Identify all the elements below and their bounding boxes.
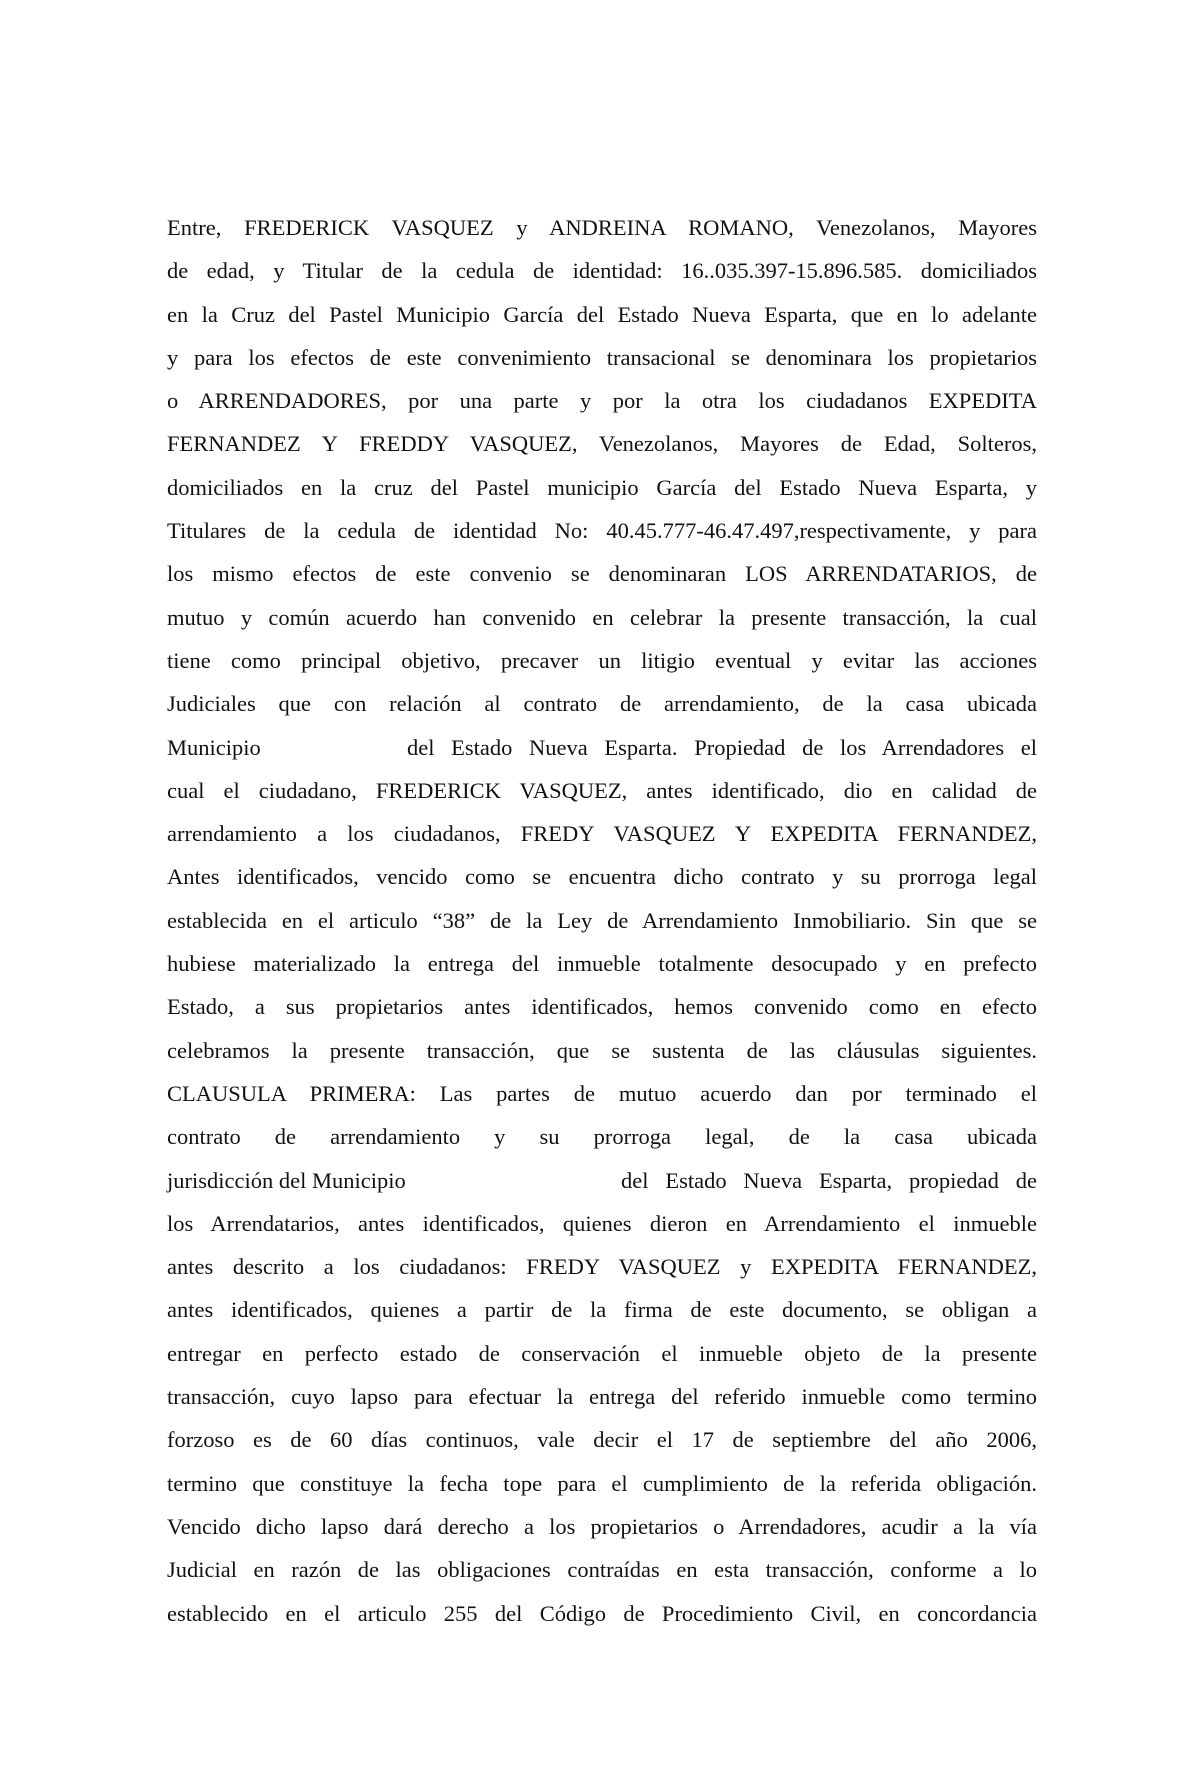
text-line-with-gap xyxy=(167,1159,1037,1202)
text-line-trail: del Estado Nueva Esparta, propiedad de xyxy=(621,1167,1037,1193)
text-line: los Arrendatarios, antes identificados, quienes dieron en Arrendamiento el inmueble xyxy=(167,1210,1037,1236)
text-line: contrato de arrendamiento y su prorroga legal, de la casa ubicada xyxy=(167,1124,1037,1150)
text-line: transacción, cuyo lapso para efectuar la entrega del referido inmueble como termino xyxy=(167,1384,1037,1410)
text-line: Antes identificados, vencido como se encuentra dicho contrato y su prorroga legal xyxy=(167,864,1037,890)
text-line: antes descrito a los ciudadanos: FREDY VASQUEZ y EXPEDITA FERNANDEZ, xyxy=(167,1254,1037,1280)
text-line: los mismo efectos de este convenio se denominaran LOS ARRENDATARIOS, de xyxy=(167,561,1037,587)
text-line: antes identificados, quienes a partir de la firma de este documento, se obligan a xyxy=(167,1297,1037,1323)
text-line: Titulares de la cedula de identidad No: 40.45.777-46.47.497,respectivamente, y para xyxy=(167,518,1037,544)
document-body xyxy=(167,206,1037,1635)
text-line: domiciliados en la cruz del Pastel municipio García del Estado Nueva Esparta, y xyxy=(167,474,1037,500)
text-line: mutuo y común acuerdo han convenido en celebrar la presente transacción, la cual xyxy=(167,604,1037,630)
text-line: cual el ciudadano, FREDERICK VASQUEZ, antes identificado, dio en calidad de xyxy=(167,777,1037,803)
text-line: Judiciales que con relación al contrato de arrendamiento, de la casa ubicada xyxy=(167,691,1037,717)
text-line: establecido en el articulo 255 del Código de Procedimiento Civil, en concordancia xyxy=(167,1600,1037,1626)
text-line: o ARRENDADORES, por una parte y por la otra los ciudadanos EXPEDITA xyxy=(167,388,1037,414)
text-line: tiene como principal objetivo, precaver un litigio eventual y evitar las acciones xyxy=(167,647,1037,673)
text-line: Entre, FREDERICK VASQUEZ y ANDREINA ROMANO, Venezolanos, Mayores xyxy=(167,215,1037,240)
text-line: y para los efectos de este convenimiento transacional se denominara los propietarios xyxy=(167,344,1037,370)
text-line: entregar en perfecto estado de conservación el inmueble objeto de la presente xyxy=(167,1340,1037,1366)
text-line: hubiese materializado la entrega del inmueble totalmente desocupado y en prefecto xyxy=(167,951,1037,977)
text-line: Vencido dicho lapso dará derecho a los propietarios o Arrendadores, acudir a la vía xyxy=(167,1513,1037,1539)
text-line: Judicial en razón de las obligaciones contraídas en esta transacción, conforme a lo xyxy=(167,1557,1037,1583)
text-line: establecida en el articulo “38” de la Ley de Arrendamiento Inmobiliario. Sin que se xyxy=(167,907,1037,933)
text-line: termino que constituye la fecha tope para el cumplimiento de la referida obligación. xyxy=(167,1470,1037,1496)
text-line: CLAUSULA PRIMERA: Las partes de mutuo acuerdo dan por terminado el xyxy=(167,1080,1037,1106)
text-line: de edad, y Titular de la cedula de identidad: 16..035.397-15.896.585. domiciliados xyxy=(167,258,1037,284)
text-line: en la Cruz del Pastel Municipio García del Estado Nueva Esparta, que en lo adelante xyxy=(167,301,1037,327)
text-line-lead: Municipio xyxy=(167,734,261,760)
text-line-trail: del Estado Nueva Esparta. Propiedad de los Arrendadores el xyxy=(407,734,1037,760)
text-line: FERNANDEZ Y FREDDY VASQUEZ, Venezolanos, Mayores de Edad, Solteros, xyxy=(167,431,1037,457)
text-line-lead: jurisdicción del Municipio xyxy=(167,1167,406,1193)
text-line: Estado, a sus propietarios antes identificados, hemos convenido como en efecto xyxy=(167,994,1037,1020)
text-line: arrendamiento a los ciudadanos, FREDY VASQUEZ Y EXPEDITA FERNANDEZ, xyxy=(167,821,1037,847)
text-line: celebramos la presente transacción, que se sustenta de las cláusulas siguientes. xyxy=(167,1037,1037,1063)
text-line: forzoso es de 60 días continuos, vale decir el 17 de septiembre del año 2006, xyxy=(167,1427,1037,1453)
text-line-with-gap xyxy=(167,726,1037,769)
